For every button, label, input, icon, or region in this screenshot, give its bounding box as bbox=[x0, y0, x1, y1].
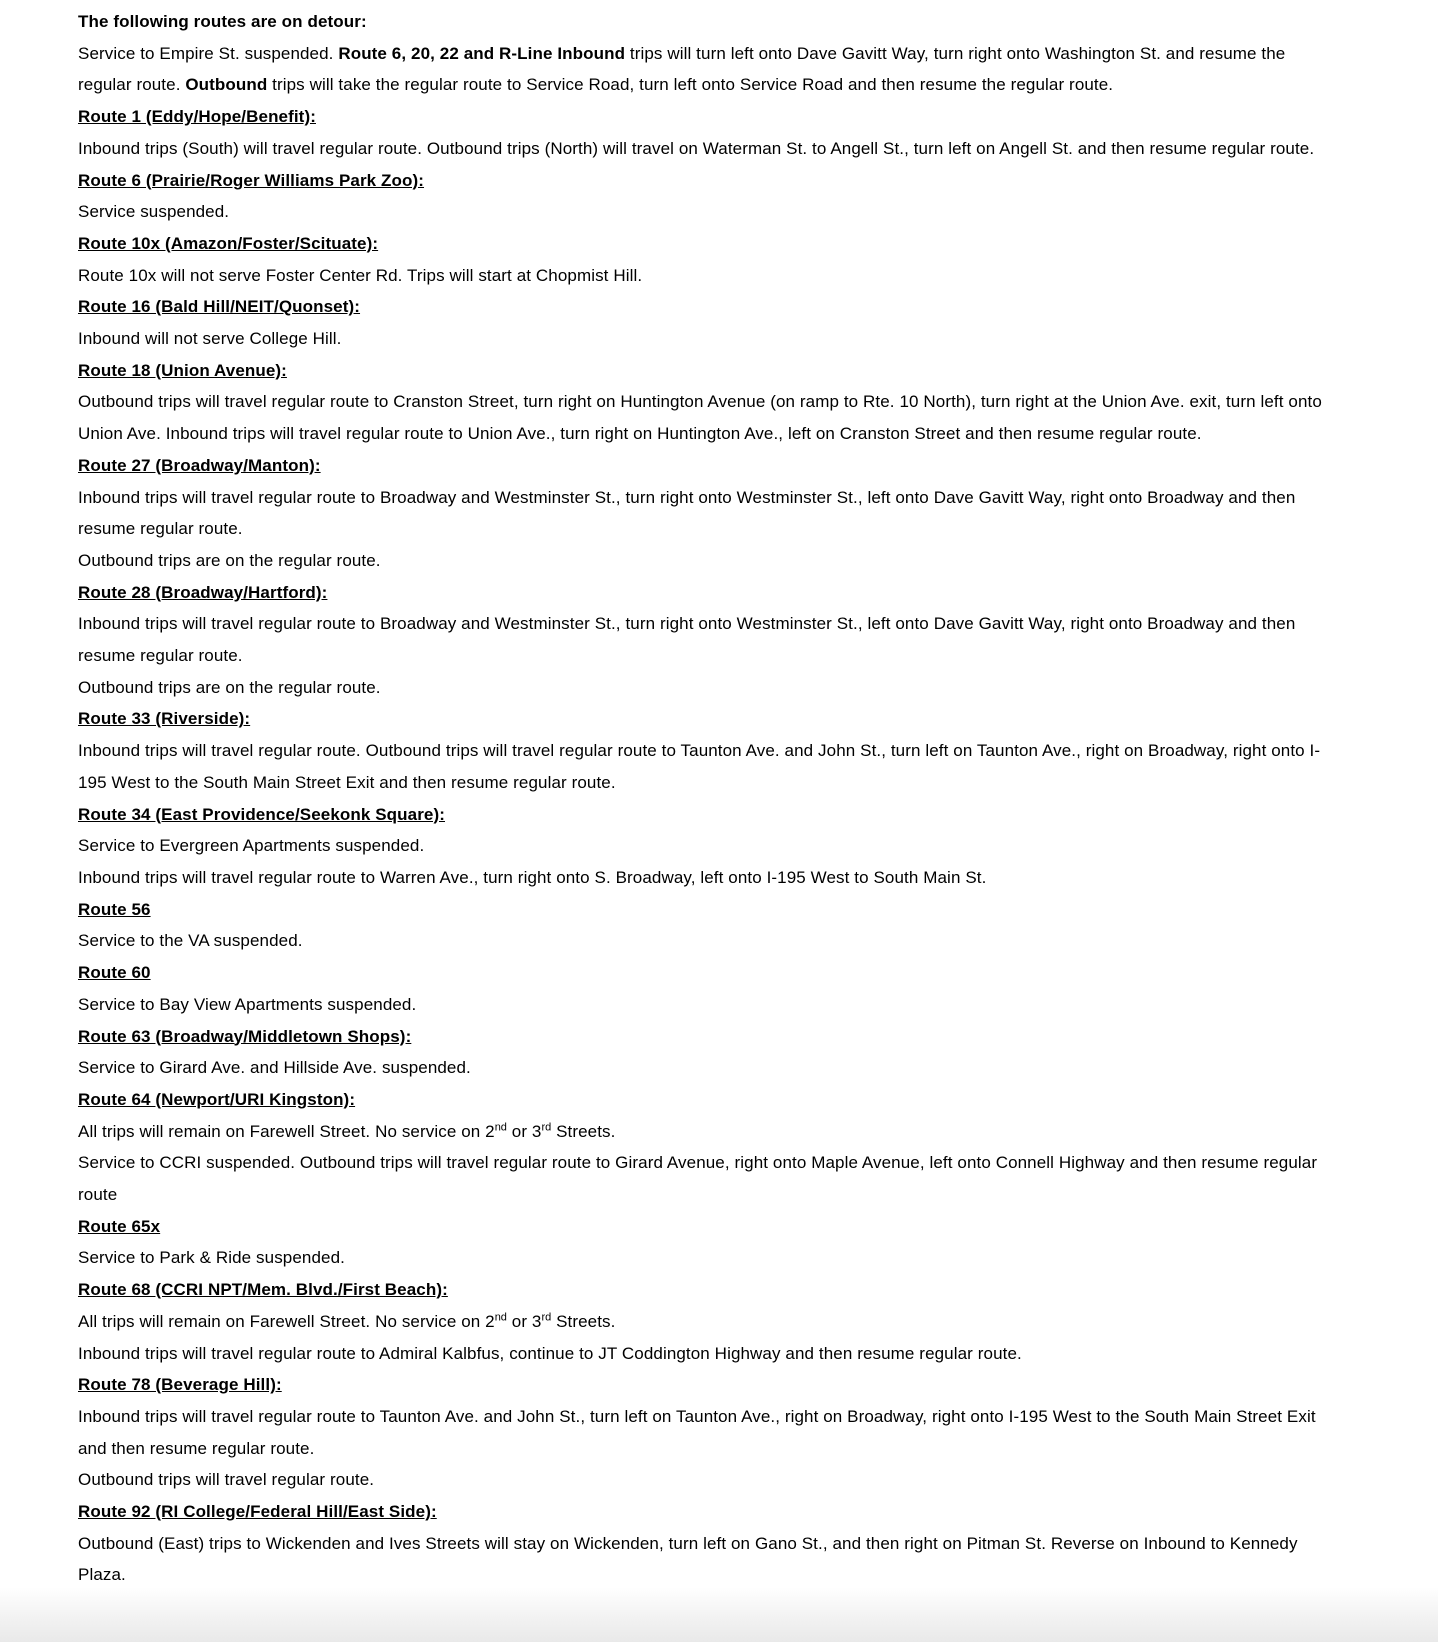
text-run: Route 28 (Broadway/Hartford): bbox=[78, 582, 328, 602]
text-run: Outbound bbox=[185, 75, 268, 95]
text-run: All trips will remain on Farewell Street. No service on 2 bbox=[78, 1121, 495, 1141]
text-run: Route 92 (RI College/Federal Hill/East Side): bbox=[78, 1502, 437, 1522]
text-run: Inbound trips will travel regular route to Warren Ave., turn right onto S. Broadway, left onto I-195 West to South Main St. bbox=[78, 867, 987, 887]
text-run: All trips will remain on Farewell Street. No service on 2 bbox=[78, 1311, 495, 1331]
paragraph-route-56 bbox=[78, 925, 1332, 957]
paragraph-route-27-outbound bbox=[78, 545, 1332, 577]
text-run: Outbound trips will travel regular route. bbox=[78, 1470, 375, 1490]
text-run: Route 10x will not serve Foster Center Rd. Trips will start at Chopmist Hill. bbox=[78, 265, 643, 285]
route-heading-34 bbox=[78, 799, 1332, 831]
route-heading-1 bbox=[78, 101, 1332, 133]
paragraph-route-60 bbox=[78, 989, 1332, 1021]
paragraph-route-63 bbox=[78, 1052, 1332, 1084]
text-run: Route 16 (Bald Hill/NEIT/Quonset): bbox=[78, 297, 361, 317]
route-heading-65x bbox=[78, 1211, 1332, 1243]
text-run: Service to CCRI suspended. Outbound trips will travel regular route to Girard Avenue, right onto Maple Avenue, left onto Connell Highway and then resume regular route bbox=[78, 1153, 1318, 1205]
text-run: Inbound trips will travel regular route to Broadway and Westminster St., turn right onto Westminster St., left onto Dave Gavitt Way, right onto Broadway and then resume regular route. bbox=[78, 487, 1296, 539]
paragraph-route-34-inbound bbox=[78, 862, 1332, 894]
route-heading-10x bbox=[78, 228, 1332, 260]
route-heading-92 bbox=[78, 1496, 1332, 1528]
paragraph-route-64-ccri bbox=[78, 1147, 1332, 1210]
route-heading-56 bbox=[78, 894, 1332, 926]
text-run: trips will take the regular route to Service Road, turn left onto Service Road and then resume the regular route. bbox=[267, 75, 1114, 95]
paragraph-route-28-outbound bbox=[78, 672, 1332, 704]
paragraph-route-78-inbound bbox=[78, 1401, 1332, 1464]
bottom-fade-gradient bbox=[0, 1587, 1438, 1642]
text-run: The following routes are on detour: bbox=[78, 12, 367, 31]
text-run: Route 6, 20, 22 and R-Line Inbound bbox=[338, 43, 626, 63]
paragraph-route-78-outbound bbox=[78, 1464, 1332, 1496]
paragraph-route-28-inbound bbox=[78, 608, 1332, 671]
paragraph-route-10x bbox=[78, 260, 1332, 292]
paragraph-route-68-inbound bbox=[78, 1338, 1332, 1370]
superscript-run: rd bbox=[541, 1311, 552, 1324]
route-heading-68 bbox=[78, 1274, 1332, 1306]
text-run: Route 6 (Prairie/Roger Williams Park Zoo): bbox=[78, 170, 425, 190]
route-heading-64 bbox=[78, 1084, 1332, 1116]
text-run: or 3 bbox=[506, 1121, 542, 1141]
paragraph-route-1 bbox=[78, 133, 1332, 165]
text-run: Route 33 (Riverside): bbox=[78, 709, 251, 729]
text-run: Outbound trips will travel regular route to Cranston Street, turn right on Huntington Avenue (on ramp to Rte. 10 North), turn right at the Union Ave. exit, turn left onto Union Ave. Inbound trips will travel regular route to Union Ave., turn right on Huntington Ave., left on Cranston Street and then resume regular route. bbox=[78, 392, 1322, 444]
route-heading-63 bbox=[78, 1021, 1332, 1053]
text-run: Route 65x bbox=[78, 1216, 161, 1236]
text-run: Route 10x (Amazon/Foster/Scituate): bbox=[78, 233, 379, 253]
text-run: Route 63 (Broadway/Middletown Shops): bbox=[78, 1026, 412, 1046]
superscript-run: nd bbox=[494, 1120, 507, 1133]
paragraph-route-16 bbox=[78, 323, 1332, 355]
document-body bbox=[78, 6, 1332, 1591]
text-run: Service suspended. bbox=[78, 202, 230, 222]
text-run: Service to Girard Ave. and Hillside Ave. suspended. bbox=[78, 1058, 471, 1078]
text-run: Outbound (East) trips to Wickenden and Ives Streets will stay on Wickenden, turn left on Gano St., and then right on Pitman St. Reverse on Inbound to Kennedy Plaza. bbox=[78, 1533, 1298, 1585]
paragraph-route-34-suspended bbox=[78, 830, 1332, 862]
text-run: Route 64 (Newport/URI Kingston): bbox=[78, 1089, 356, 1109]
paragraph-route-27-inbound bbox=[78, 482, 1332, 545]
text-run: Outbound trips are on the regular route. bbox=[78, 550, 381, 570]
text-run: Service to Evergreen Apartments suspended. bbox=[78, 836, 425, 856]
paragraph-route-64-farewell bbox=[78, 1116, 1332, 1148]
route-heading-6 bbox=[78, 165, 1332, 197]
text-run: Outbound trips are on the regular route. bbox=[78, 677, 381, 697]
paragraph-route-68-farewell bbox=[78, 1306, 1332, 1338]
text-run: Inbound will not serve College Hill. bbox=[78, 329, 342, 349]
paragraph-route-18 bbox=[78, 386, 1332, 449]
text-run: Service to Empire St. suspended. bbox=[78, 43, 339, 63]
route-heading-28 bbox=[78, 577, 1332, 609]
paragraph-route-6 bbox=[78, 196, 1332, 228]
text-run: or 3 bbox=[506, 1311, 542, 1331]
text-run: Route 68 (CCRI NPT/Mem. Blvd./First Beach): bbox=[78, 1280, 448, 1300]
text-run: Inbound trips will travel regular route to Taunton Ave. and John St., turn left on Taunton Ave., right on Broadway, right onto I-195 West to the South Main Street Exit and then resume regular route. bbox=[78, 1406, 1316, 1458]
text-run: Inbound trips (South) will travel regular route. Outbound trips (North) will travel on Waterman St. to Angell St., turn left on Angell St. and then resume regular route. bbox=[78, 138, 1315, 158]
superscript-run: rd bbox=[541, 1120, 552, 1133]
text-run: Inbound trips will travel regular route to Broadway and Westminster St., turn right onto Westminster St., left onto Dave Gavitt Way, right onto Broadway and then resume regular route. bbox=[78, 614, 1296, 666]
intro-heading bbox=[78, 6, 1332, 38]
text-run: Route 27 (Broadway/Manton): bbox=[78, 455, 321, 475]
text-run: Service to Bay View Apartments suspended. bbox=[78, 994, 417, 1014]
text-run: Route 1 (Eddy/Hope/Benefit): bbox=[78, 107, 316, 127]
paragraph-general-detour bbox=[78, 38, 1332, 101]
paragraph-route-65x bbox=[78, 1242, 1332, 1274]
text-run: Streets. bbox=[551, 1121, 616, 1141]
text-run: Service to the VA suspended. bbox=[78, 931, 303, 951]
text-run: Route 60 bbox=[78, 963, 151, 983]
text-run: Inbound trips will travel regular route. Outbound trips will travel regular route to Taunton Ave. and John St., turn left on Taunton Ave., right on Broadway, right onto I-195 West to the South Main Street Exit and then resume regular route. bbox=[78, 741, 1321, 792]
route-heading-78 bbox=[78, 1369, 1332, 1401]
route-heading-33 bbox=[78, 703, 1332, 735]
text-run: Route 78 (Beverage Hill): bbox=[78, 1375, 282, 1395]
route-heading-16 bbox=[78, 291, 1332, 323]
text-run: Route 18 (Union Avenue): bbox=[78, 360, 287, 380]
paragraph-route-33 bbox=[78, 735, 1332, 798]
text-run: Route 56 bbox=[78, 899, 151, 919]
text-run: Route 34 (East Providence/Seekonk Square): bbox=[78, 804, 445, 824]
text-run: trips will turn left onto Dave Gavitt Way, turn right onto Washington St. and resume the regular route. bbox=[78, 43, 1286, 95]
route-heading-27 bbox=[78, 450, 1332, 482]
superscript-run: nd bbox=[494, 1311, 507, 1324]
route-heading-60 bbox=[78, 957, 1332, 989]
paragraph-route-92 bbox=[78, 1528, 1332, 1591]
text-run: Streets. bbox=[551, 1311, 616, 1331]
text-run: Inbound trips will travel regular route to Admiral Kalbfus, continue to JT Coddington Highway and then resume regular route. bbox=[78, 1343, 1022, 1363]
route-heading-18 bbox=[78, 355, 1332, 387]
text-run: Service to Park & Ride suspended. bbox=[78, 1248, 345, 1268]
